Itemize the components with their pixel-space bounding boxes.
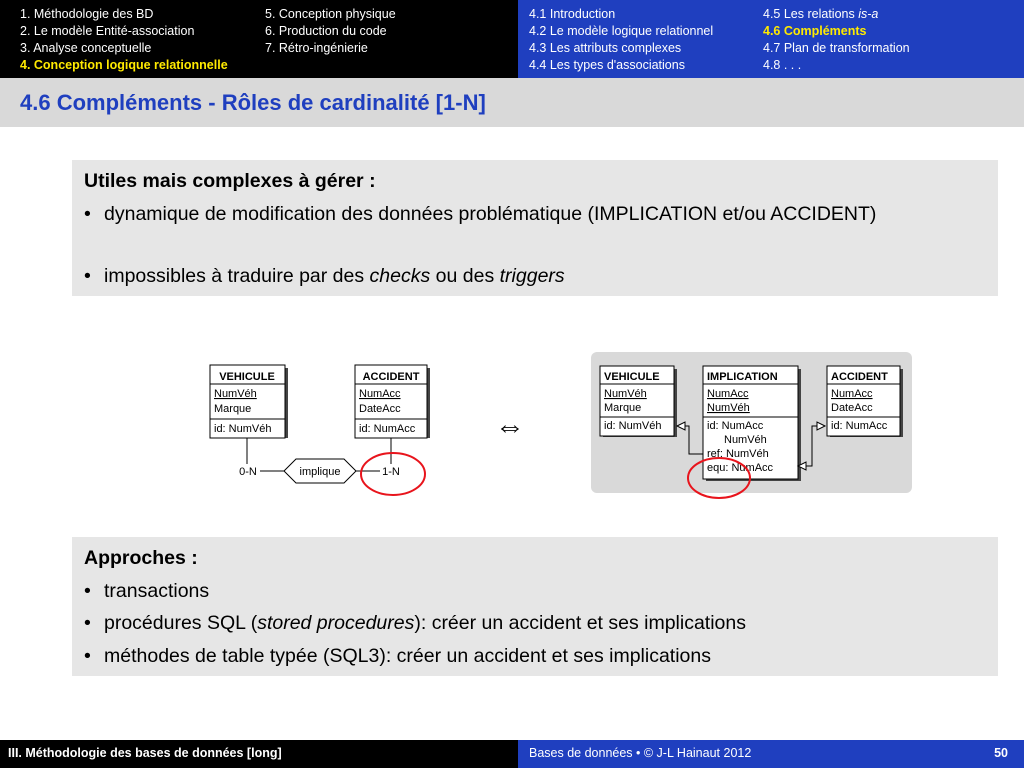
nav-link-4-5-label: 4.5 Les relations [763, 7, 859, 21]
nav-link-4-6-active[interactable]: 4.6 Compléments [763, 24, 867, 38]
entity-name: ACCIDENT [362, 371, 420, 383]
entity-name: VEHICULE [219, 371, 275, 383]
nav-link-4-2[interactable]: 4.2 Le modèle logique relationnel [529, 24, 714, 38]
nav-link-section-2[interactable]: 2. Le modèle Entité-association [20, 24, 195, 38]
footer-right [518, 740, 1024, 768]
right-relational-schema [591, 352, 912, 498]
nav-link-section-7[interactable]: 7. Rétro-ingénierie [265, 41, 368, 55]
entity-attr: Marque [214, 403, 252, 415]
table-id: id: NumVéh [604, 420, 662, 432]
cardinality-right: 1-N [382, 466, 400, 478]
cardinality-left: 0-N [239, 466, 257, 478]
table-accident [827, 366, 903, 437]
bullet-item [84, 609, 984, 637]
relationship-name: implique [299, 466, 341, 478]
equivalence-symbol: ⇔ [495, 410, 525, 443]
nav-link-4-5-em: is-a [858, 7, 879, 21]
table-column: NumAcc [707, 388, 749, 400]
table-column: DateAcc [831, 402, 873, 414]
bullet-text: transactions [104, 580, 210, 602]
nav-link-section-6[interactable]: 6. Production du code [265, 24, 387, 38]
footer-section-title: III. Méthodologie des bases de données [long] [8, 746, 282, 760]
bullet-dot: • [84, 580, 91, 602]
bullet-item [84, 577, 984, 605]
nav-link-4-8[interactable]: 4.8 . . . [763, 58, 802, 72]
table-implication [703, 366, 801, 481]
nav-link-section-1[interactable]: 1. Méthodologie des BD [20, 7, 154, 21]
page-number: 50 [994, 746, 1008, 760]
entity-attr: NumAcc [359, 388, 401, 400]
table-id: id: NumAcc [831, 420, 888, 432]
bullet-text-part: procédures SQL ( [104, 612, 258, 634]
bullet-text: méthodes de table typée (SQL3): créer un accident et ses implications [104, 645, 711, 667]
entity-attr: DateAcc [359, 403, 401, 415]
entity-attr: NumVéh [214, 388, 257, 400]
bullet-text-em: triggers [499, 265, 565, 287]
bullet-dot: • [84, 645, 91, 667]
table-column: NumVéh [604, 388, 647, 400]
bullet-text-part: ): créer un accident et ses implications [414, 612, 747, 634]
entity-vehicule [210, 365, 288, 438]
table-column: NumVéh [707, 402, 750, 414]
block-approches-heading: Approches : [84, 547, 198, 569]
table-constraint: equ: NumAcc [707, 462, 774, 474]
bullet-item [84, 642, 984, 670]
footer-bar [0, 740, 1024, 768]
nav-link-section-3[interactable]: 3. Analyse conceptuelle [20, 41, 152, 55]
entity-id: id: NumAcc [359, 423, 416, 435]
entity-id: id: NumVéh [214, 423, 272, 435]
entity-accident [355, 365, 430, 438]
nav-link-4-3[interactable]: 4.3 Les attributs complexes [529, 41, 682, 55]
bullet-text-em: checks [369, 265, 431, 287]
bullet-text-em: stored procedures [257, 612, 415, 634]
table-column: NumAcc [831, 388, 873, 400]
table-column: Marque [604, 402, 642, 414]
table-name: IMPLICATION [707, 371, 778, 383]
page-title: 4.6 Compléments - Rôles de cardinalité [1-N] [20, 90, 486, 115]
nav-link-4-1[interactable]: 4.1 Introduction [529, 7, 616, 21]
footer-left [0, 740, 518, 768]
bullet-text-part: ou des [430, 265, 500, 287]
table-vehicule [600, 366, 677, 437]
nav-link-section-4-active[interactable]: 4. Conception logique relationnelle [20, 58, 228, 72]
bullet-dot: • [84, 203, 91, 225]
nav-link-4-7[interactable]: 4.7 Plan de transformation [763, 41, 910, 55]
left-er-schema [210, 365, 430, 495]
nav-link-4-4[interactable]: 4.4 Les types d'associations [529, 58, 685, 72]
table-name: VEHICULE [604, 371, 660, 383]
footer-course-title: Bases de données • © J-L Hainaut 2012 [529, 746, 752, 760]
bullet-dot: • [84, 612, 91, 634]
block-approches [72, 537, 998, 676]
bullet-text: dynamique de modification des données problématique (IMPLICATION et/ou ACCIDENT) [104, 203, 877, 225]
table-constraint: ref: NumVéh [707, 448, 769, 460]
nav-link-section-5[interactable]: 5. Conception physique [265, 7, 396, 21]
bullet-dot: • [84, 265, 91, 287]
bullet-text-part: impossibles à traduire par des [104, 265, 370, 287]
block-utiles-heading: Utiles mais complexes à gérer : [84, 170, 376, 192]
table-constraint: id: NumAcc [707, 420, 764, 432]
bullet-text [104, 609, 984, 637]
table-constraint: NumVéh [724, 434, 767, 446]
table-name: ACCIDENT [831, 371, 888, 383]
